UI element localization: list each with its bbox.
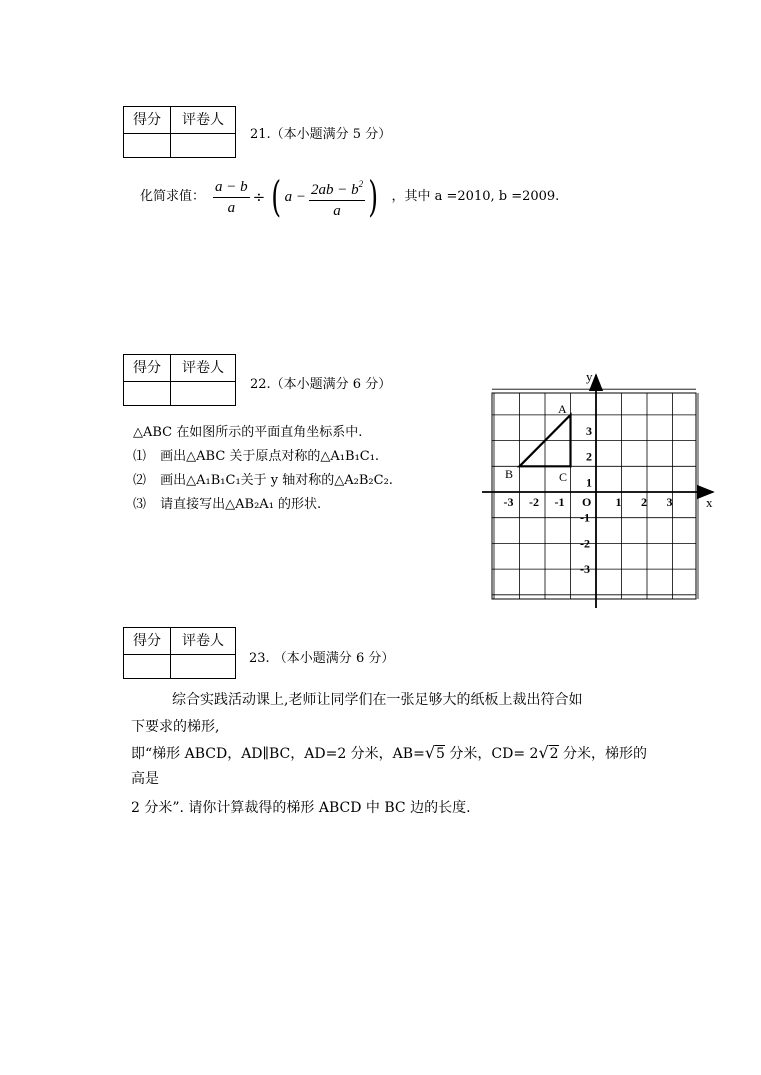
item-text: 画出△A₁B₁C₁关于 y 轴对称的△A₂B₂C₂. — [160, 473, 393, 488]
sqrt-5: 5 — [436, 746, 445, 762]
score-table-23 — [123, 627, 236, 679]
item-text: 画出△ABC 关于原点对称的△A₁B₁C₁. — [160, 449, 380, 464]
item-number: ⑶ — [133, 497, 147, 512]
y-tick-label: -3 — [580, 562, 590, 577]
grid-border — [492, 393, 696, 599]
q21-prefix: 化简求值： — [140, 189, 206, 204]
x-tick-label: -3 — [503, 495, 514, 509]
fraction-a-minus-b-over-a: $\frac{a - b}{a}$ — [215, 178, 248, 216]
x-tick-label: 1 — [615, 495, 622, 509]
score-table-21 — [123, 106, 236, 158]
item-number: ⑴ — [133, 449, 147, 464]
x-tick-label: 2 — [641, 495, 647, 509]
x-axis-label: x — [706, 495, 713, 510]
origin-label: O — [582, 495, 592, 509]
x-tick-label: -2 — [529, 495, 539, 509]
score-label: 得分 — [133, 112, 161, 128]
coordinate-plane — [470, 365, 730, 615]
y-tick-label: 1 — [586, 475, 592, 490]
y-tick-label: 3 — [586, 423, 592, 438]
q23-line-4: 高是 — [131, 771, 159, 787]
q23-title: 23. （本小题满分 6 分） — [249, 651, 395, 666]
y-tick-label: -1 — [580, 510, 590, 525]
q23-line-5: 2 分米”. 请你计算裁得的梯形 ABCD 中 BC 边的长度. — [131, 800, 471, 816]
item-text: 请直接写出△AB₂A₁ 的形状. — [160, 497, 322, 512]
line-text: 即“梯形 ABCD，AD∥BC，AD=2 分米，AB= — [131, 746, 425, 762]
point-a-label: A — [558, 402, 567, 416]
q22-title: 22.（本小题满分 6 分） — [250, 377, 392, 392]
item-number: ⑵ — [133, 473, 147, 488]
q21-expression: 化简求值： $\frac{a - b}{a}$ ÷ ( a − $\frac{2ab - b^2}{a}$ ) ，其中 a =2010, b =2009. — [140, 172, 560, 221]
q23-line-3: 即“梯形 ABCD，AD∥BC，AD=2 分米，AB=√5 分米，CD= 2√2 分米，梯形的 — [131, 743, 648, 762]
fraction-2ab-minus-b2-over-a: $\frac{2ab - b^2}{a}$ — [310, 178, 364, 219]
grader-label: 评卷人 — [182, 360, 224, 376]
score-label: 得分 — [133, 360, 161, 376]
line-text: 分米，梯形的 — [563, 746, 648, 762]
sqrt-2: 2 — [549, 746, 559, 762]
point-c-label: C — [559, 470, 568, 484]
x-tick-label: -1 — [554, 495, 565, 509]
q22-intro: △ABC 在如图所示的平面直角坐标系中. — [133, 425, 363, 440]
y-axis-label: y — [586, 369, 593, 384]
score-label: 得分 — [133, 633, 161, 649]
line-text: 分米，CD= 2 — [449, 746, 539, 762]
q22-item-2 — [133, 472, 393, 490]
q23-line-1: 综合实践活动课上,老师让同学们在一张足够大的纸板上裁出符合如 — [172, 692, 583, 708]
q23-line-2: 下要求的梯形, — [131, 719, 220, 735]
grader-label: 评卷人 — [182, 112, 224, 128]
q21-title: 21.（本小题满分 5 分） — [250, 127, 392, 142]
point-b-label: B — [505, 467, 514, 481]
y-tick-label: 2 — [586, 449, 592, 464]
q22-item-1 — [133, 448, 379, 466]
score-table-22 — [123, 354, 236, 406]
y-tick-label: -2 — [580, 536, 590, 551]
x-tick-label: 3 — [666, 495, 673, 509]
grader-label: 评卷人 — [182, 633, 224, 649]
q21-suffix: ，其中 a =2010, b =2009. — [391, 189, 560, 204]
q22-item-3 — [133, 496, 321, 514]
